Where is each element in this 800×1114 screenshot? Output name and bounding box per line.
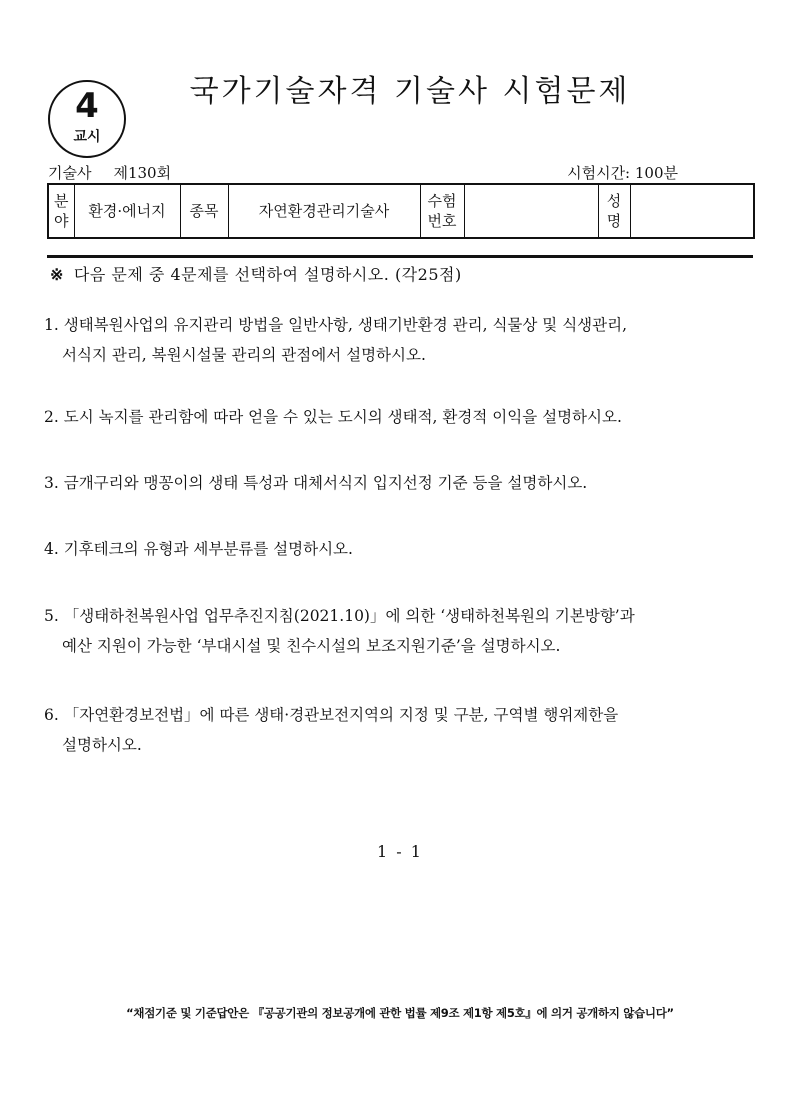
name-label-bottom: 명 (606, 212, 622, 230)
field-value: 환경·에너지 (74, 184, 180, 238)
field-label-bottom: 야 (54, 212, 69, 230)
page-number: 1 - 1 (377, 842, 423, 861)
item-value: 자연환경관리기술사 (228, 184, 420, 238)
instruction-text: 다음 문제 중 4문제를 선택하여 설명하시오. (각25점) (73, 265, 462, 284)
question-item (44, 468, 758, 498)
exam-number-field[interactable] (464, 184, 598, 238)
question-item (44, 601, 758, 661)
question-text-line1: 금개구리와 맹꽁이의 생태 특성과 대체서식지 입지선정 기준 등을 설명하시오. (63, 474, 588, 492)
question-item (44, 310, 758, 370)
question-number: 3. (44, 474, 59, 492)
item-label: 종목 (180, 184, 228, 238)
question-item (44, 402, 758, 432)
exam-round: 제130회 (113, 164, 172, 182)
question-number: 5. (44, 607, 59, 625)
question-text-line2: 설명하시오. (62, 736, 142, 754)
session-label: 교시 (73, 129, 101, 145)
exam-time: 시험시간: 100분 (567, 164, 678, 182)
exam-number-label-cell (420, 184, 464, 238)
page-title: 국가기술자격 기술사 시험문제 (189, 74, 631, 109)
question-item (44, 700, 758, 760)
question-text-line1: 도시 녹지를 관리함에 따라 얻을 수 있는 도시의 생태적, 환경적 이익을 설명하시오. (63, 408, 622, 426)
session-badge (48, 80, 126, 158)
question-text-line1: 「생태하천복원사업 업무추진지침(2021.10)」에 의한 ‘생태하천복원의 기본방향’과 (63, 607, 635, 625)
disclosure-notice: “채점기준 및 기준답안은 『공공기관의 정보공개에 관한 법률 제9조 제1항 제5호』에 의거 공개하지 않습니다” (126, 1006, 674, 1020)
instruction (50, 264, 462, 286)
exam-number-label-bottom: 번호 (427, 212, 457, 230)
question-number: 2. (44, 408, 59, 426)
name-label-cell (598, 184, 630, 238)
section-divider (47, 255, 753, 258)
name-label-top: 성 (606, 192, 622, 210)
question-text-line2: 서식지 관리, 복원시설물 관리의 관점에서 설명하시오. (62, 346, 426, 364)
field-label-top: 분 (54, 192, 69, 210)
exam-number-label-top: 수험 (427, 192, 457, 210)
question-number: 6. (44, 706, 59, 724)
field-label-cell (48, 184, 74, 238)
question-number: 1. (44, 316, 59, 334)
exam-category: 기술사 (48, 164, 92, 182)
question-item (44, 534, 758, 564)
reference-mark-icon: ※ (50, 265, 64, 284)
question-text-line1: 기후테크의 유형과 세부분류를 설명하시오. (63, 540, 353, 558)
session-number: 4 (75, 86, 99, 126)
exam-info-left (48, 164, 171, 182)
question-text-line2: 예산 지원이 가능한 ‘부대시설 및 친수시설의 보조지원기준’을 설명하시오. (62, 637, 561, 655)
question-number: 4. (44, 540, 59, 558)
question-text-line1: 생태복원사업의 유지관리 방법을 일반사항, 생태기반환경 관리, 식물상 및 식생관리, (63, 316, 628, 334)
question-text-line1: 「자연환경보전법」에 따른 생태·경관보전지역의 지정 및 구분, 구역별 행위제한을 (63, 706, 619, 724)
exam-info-table (47, 183, 755, 239)
name-field[interactable] (630, 184, 754, 238)
